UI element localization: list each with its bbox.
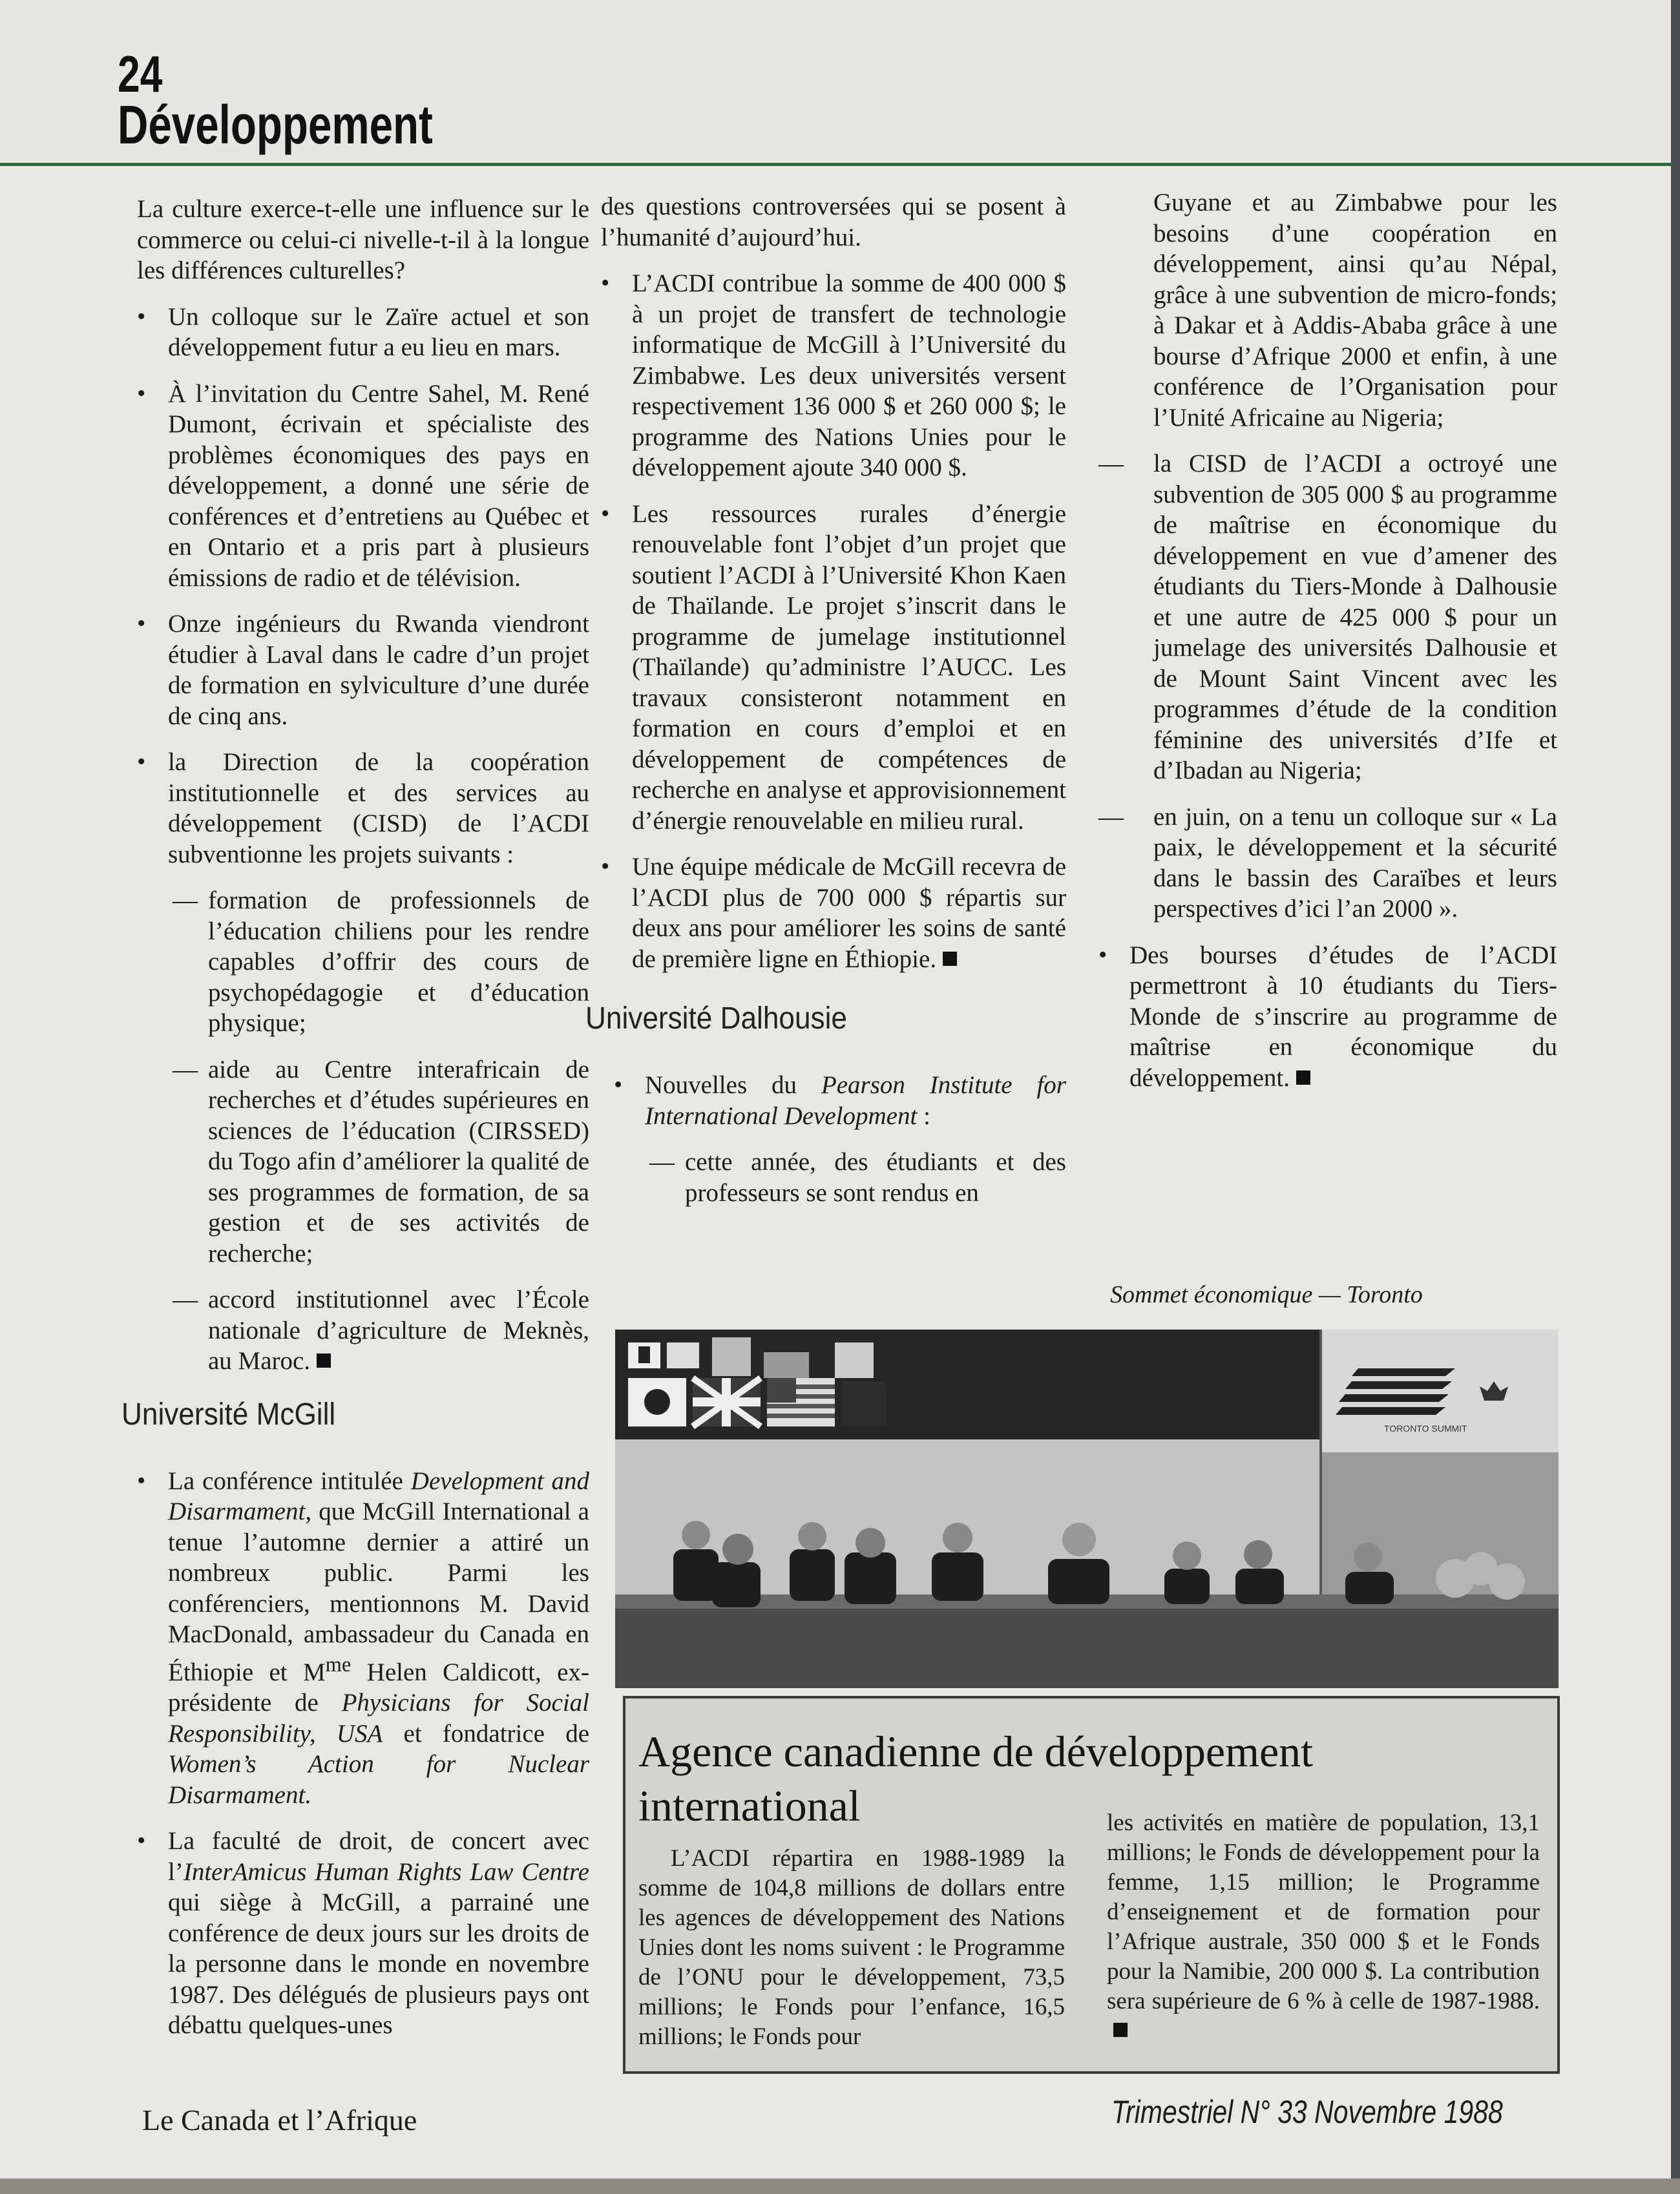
cida-box <box>623 1696 1560 2074</box>
footer-publication: Le Canada et l’Afrique <box>142 2104 417 2137</box>
dash-colloque: — en juin, on a tenu un colloque sur « La paix, le développement et la sécurité dans le bassin des Caraïbes et leurs perspectives d’ici l’an 2000 ». <box>1098 802 1557 925</box>
end-mark <box>1296 1071 1310 1085</box>
box-title: Agence canadienne de développement international <box>638 1727 1314 1830</box>
intro-paragraph: La culture exerce-t-elle une influence sur le commerce ou celui-ci nivelle-t-il à la longue les différences culturelles? <box>137 195 589 284</box>
column-1 <box>121 194 590 2056</box>
header-rule <box>0 163 1680 166</box>
box-text-right: les activités en matière de population, 13,1 millions; le Fonds de développement pour la femme, 1,15 million; le Programme d’enseignement et de formation pour l’Afrique australe, 350 000 $ et le Fonds pour la Namibie, 200 000 $. La contribution sera supérieure de 6 % à celle de 1987-1988. <box>1107 1808 1540 2046</box>
bullet-sahel: • À l’invitation du Centre Sahel, M. René Dumont, écrivain et spécialiste des problèmes économiques des pays en développement, a donné une série de conférences et d’entretiens au Québec et en Ontario et a pris part à plusieurs émissions de radio et de télévision. <box>137 379 589 594</box>
dash-maroc: — accord institutionnel avec l’École nationale d’agriculture de Meknès, au Maroc. <box>173 1284 589 1377</box>
continued-paragraph: des questions controversées qui se posent à l’humanité d’aujourd’hui. <box>601 193 1066 251</box>
column-3 <box>1098 187 1557 1109</box>
footer-issue: Trimestriel N° 33 Novembre 1988 <box>1111 2094 1503 2130</box>
bullet-zaire: • Un colloque sur le Zaïre actuel et son développement futur a eu lieu en mars. <box>137 302 589 363</box>
end-mark <box>1113 2023 1128 2037</box>
dash-students: — cette année, des étudiants et des professeurs se sont rendus en <box>649 1147 1066 1208</box>
bullet-pearson: • Nouvelles du Pearson Institute for International Development : <box>614 1070 1066 1131</box>
dash-cisd-dalhousie: — la CISD de l’ACDI a octroyé une subvention de 305 000 $ au programme de maîtrise en économique du développement en vue d’amener des étudiants du Tiers-Monde à Dalhousie et une autre de 425 000 $ pour un jumelage des universités Dalhousie et de Mount Saint Vincent avec les programmes d’étude de la condition féminine des universités d’Ife et d’Ibadan au Nigeria; <box>1098 448 1557 786</box>
dash-chili: — formation de professionnels de l’éducation chiliens pour les rendre capables d’offrir des cours de psychopédagogie et d’éducation physique; <box>173 885 589 1039</box>
bullet-rwanda: • Onze ingénieurs du Rwanda viendront étudier à Laval dans le cadre d’un projet de formation en sylviculture d’une durée de cinq ans. <box>137 609 589 731</box>
bullet-disarmament: • La conférence intitulée Development and Disarmament, que McGill International a tenue l’automne dernier a attiré un nombreux public. Parmi les conférenciers, mentionnons M. David MacDonald, ambassadeur du Canada en Éthiopie et $M^{me}$ Helen Caldicott, ex-présidente de Physicians for Social Responsibility, USA et fondatrice de Women’s Action for Nuclear Disarmament. <box>137 1466 589 1811</box>
bullet-ethiopie: • Une équipe médicale de McGill recevra de l’ACDI plus de 700 000 $ répartis sur deux ans pour améliorer les soins de santé de première ligne en Éthiopie. <box>601 851 1066 974</box>
bullet-bourses: • Des bourses d’études de l’ACDI permettront à 10 étudiants du Tiers-Monde de s’inscrire au programme de maîtrise en économique du développement. <box>1098 940 1557 1094</box>
bullet-cisd: • la Direction de la coopération institutionnelle et des services au développement (CISD) de l’ACDI subventionne les projets suivants : <box>137 747 589 870</box>
column-2 <box>585 191 1066 1224</box>
page-bottom-edge <box>0 2178 1680 2194</box>
box-text-left: L’ACDI répartira en 1988-1989 la somme de 104,8 millions de dollars entre les agences de développement des Nations Unies dont les noms suivent : le Programme de l’ONU pour le développement, 73,5 millions; le Fonds pour l’enfance, 16,5 millions; le Fonds pour <box>638 1845 1065 2050</box>
bullet-thailande: • Les ressources rurales d’énergie renouvelable font l’objet d’un projet que soutient l’ACDI à l’Université Khon Kaen de Thaïlande. Le projet s’inscrit dans le programme de jumelage institutionnel (Thaïlande) qu’administre l’AUCC. Les travaux consisteront notamment en formation en cours d’emploi et en développement de compétences de recherche en analyse et approvisionnement d’énergie renouvelable en milieu rural. <box>601 499 1066 837</box>
page-number: 24 <box>118 45 163 103</box>
end-mark <box>943 952 957 966</box>
continued-paragraph-3: Guyane et au Zimbabwe pour les besoins d’une coopération en développement, ainsi qu’au Népal, grâce à une subvention de micro-fonds; à Dakar et à Addis-Ababa grâce à une bourse d’Afrique 2000 et enfin, à une conférence de l’Organisation pour l’Unité Africaine au Nigeria; <box>1153 189 1557 432</box>
bullet-zimbabwe: • L’ACDI contribue la somme de 400 000 $ à un projet de transfert de technologie informatique de McGill à l’Université du Zimbabwe. Les deux universités versent respectivement 136 000 $ et 260 000 $; le programme des Nations Unies pour le développement ajoute 340 000 $. <box>601 268 1066 483</box>
summit-photo <box>615 1330 1559 1688</box>
dash-togo: — aide au Centre interafricain de recherches et d’études supérieures en sciences de l’éducation (CIRSSED) du Togo afin d’améliorer la qualité de ses programmes de formation, de sa gestion et de ses activités de recherche; <box>173 1054 589 1269</box>
section-title: Développement <box>118 94 433 155</box>
heading-dalhousie: Université Dalhousie <box>585 1001 847 1036</box>
heading-mcgill: Université McGill <box>121 1397 336 1432</box>
backdrop-sign: TORONTO SUMMIT <box>1384 1423 1467 1434</box>
photo-caption: Sommet économique — Toronto <box>1110 1281 1423 1308</box>
bullet-law-faculty: • La faculté de droit, de concert avec l’InterAmicus Human Rights Law Centre qui siège à McGill, a parrainé une conférence de deux jours sur les droits de la personne dans le monde en novembre 1987. Des délégués de plusieurs pays ont débattu quelques-unes <box>137 1826 589 2041</box>
page-edge <box>1671 0 1680 2194</box>
end-mark <box>317 1353 331 1368</box>
